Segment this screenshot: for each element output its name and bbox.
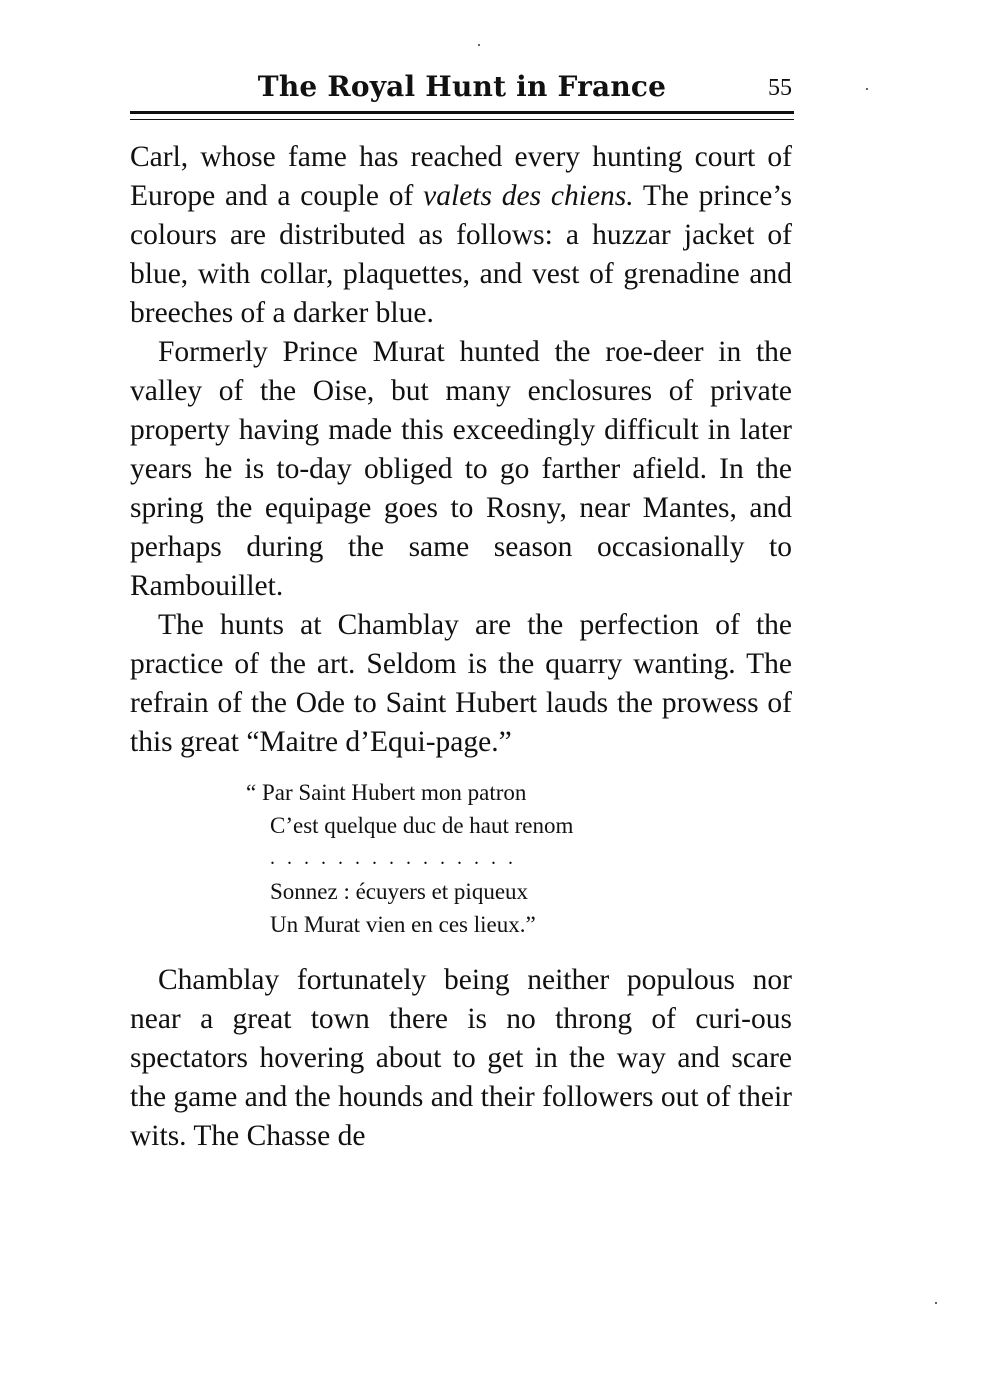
- header-rule-thick: [130, 111, 794, 114]
- header-rule-thin: [130, 119, 794, 120]
- paragraph-1-text-a: Carl, whose fame has reached every hunting court of Europe and a couple of: [130, 141, 792, 212]
- paragraph-1-italic-phrase: valets des chiens.: [423, 180, 634, 212]
- verse-line-4: Un Murat vien en ces lieux.”: [270, 912, 536, 937]
- verse-line-2: C’est quelque duc de haut renom: [270, 813, 574, 838]
- scan-speck: [866, 88, 868, 90]
- body-text: [130, 138, 792, 1156]
- page-number: 55: [768, 75, 792, 101]
- paragraph-2: Formerly Prince Murat hunted the roe-deer in the valley of the Oise, but many enclosures of private property having made this exceedingly difficult in later years he is to-day obliged to go farther afield. In the spring the equipage goes to Rosny, near Mantes, and perhaps during the same season occasionally to Rambouillet.: [130, 336, 792, 602]
- verse-ellipsis: ...............: [270, 847, 525, 869]
- paragraph-3: The hunts at Chamblay are the perfection of the practice of the art. Seldom is the quarry wanting. The refrain of the Ode to Saint Hubert lauds the prowess of this great “Maitre d’Equi-page.”: [130, 609, 792, 758]
- paragraph-1-text-b: The prince’s colours are distributed as follows: a huzzar jacket of blue, with collar, plaquettes, and vest of grenadine and breeches of a darker blue.: [130, 180, 792, 329]
- verse-block: [246, 776, 792, 941]
- running-head: [130, 66, 794, 110]
- paragraph-1: [130, 138, 792, 333]
- scan-speck: [478, 44, 480, 46]
- paragraph-4: Chamblay fortunately being neither populous nor near a great town there is no throng of curi-ous spectators hovering about to get in the way and scare the game and the hounds and their followers out of their wits. The Chasse de: [130, 964, 792, 1152]
- verse-line-1: “ Par Saint Hubert mon patron: [246, 780, 527, 805]
- scan-speck: [935, 1302, 937, 1304]
- verse-line-3: Sonnez : écuyers et piqueux: [270, 879, 529, 904]
- running-title: The Royal Hunt in France: [257, 70, 667, 103]
